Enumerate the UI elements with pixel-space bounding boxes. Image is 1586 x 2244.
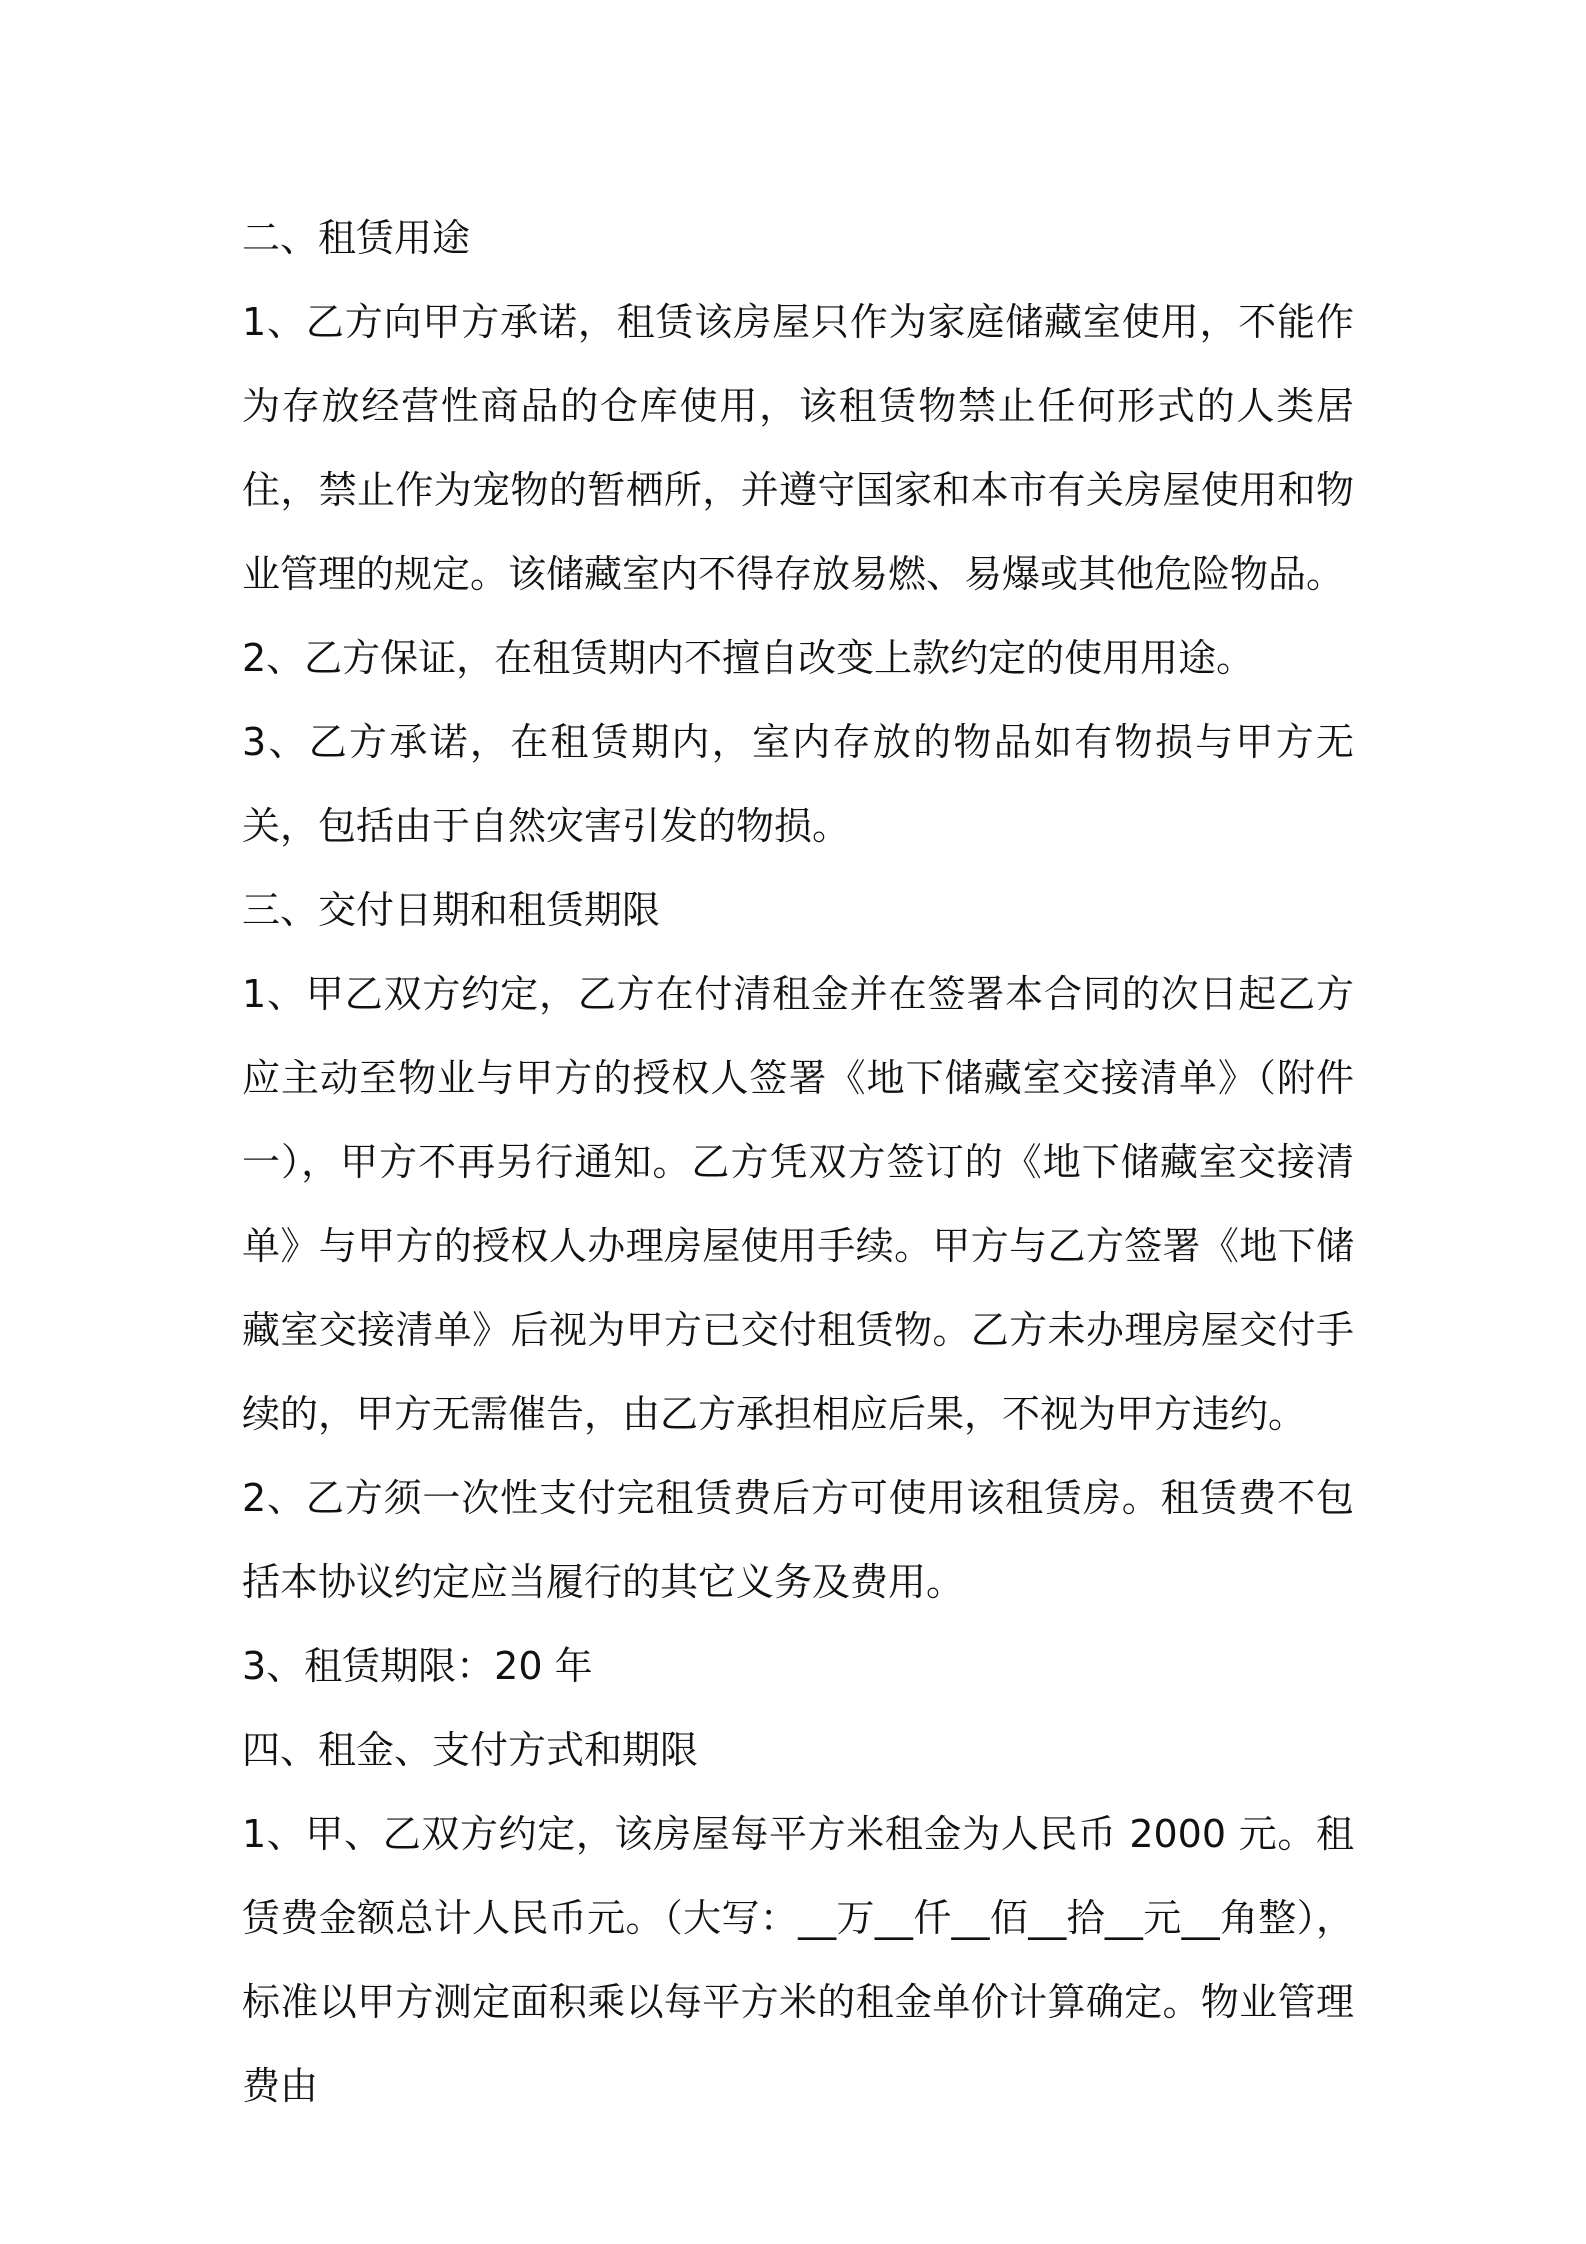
- section-heading-delivery: 三、交付日期和租赁期限: [242, 888, 661, 932]
- clause-rent-1: 1、甲、乙双方约定，该房屋每平方米租金为人民币 2000 元。租赁费金额总计人民币元。（大写：__万__仟__佰__拾__元__角整），标准以甲方测定面积乘以每平方米的租金单价计算确定。物业管理费由: [242, 1812, 1354, 2108]
- clause-usage-1: 1、乙方向甲方承诺，租赁该房屋只作为家庭储藏室使用，不能作为存放经营性商品的仓库使用，该租赁物禁止任何形式的人类居住，禁止作为宠物的暂栖所，并遵守国家和本市有关房屋使用和物业管理的规定。该储藏室内不得存放易燃、易爆或其他危险物品。: [242, 300, 1354, 596]
- clause-delivery-2: 2、乙方须一次性支付完租赁费后方可使用该租赁房。租赁费不包括本协议约定应当履行的其它义务及费用。: [242, 1476, 1354, 1604]
- clause-usage-2: 2、乙方保证，在租赁期内不擅自改变上款约定的使用用途。: [242, 636, 1255, 680]
- clause-delivery-1: 1、甲乙双方约定，乙方在付清租金并在签署本合同的次日起乙方应主动至物业与甲方的授权人签署《地下储藏室交接清单》（附件一），甲方不再另行通知。乙方凭双方签订的《地下储藏室交接清单》与甲方的授权人办理房屋使用手续。甲方与乙方签署《地下储藏室交接清单》后视为甲方已交付租赁物。乙方未办理房屋交付手续的，甲方无需催告，由乙方承担相应后果，不视为甲方违约。: [242, 972, 1354, 1436]
- clause-usage-3: 3、乙方承诺，在租赁期内，室内存放的物品如有物损与甲方无关，包括由于自然灾害引发的物损。: [242, 720, 1354, 848]
- section-heading-usage: 二、租赁用途: [242, 216, 471, 260]
- section-heading-rent: 四、租金、支付方式和期限: [242, 1728, 699, 1772]
- clause-delivery-3: 3、租赁期限：20 年: [242, 1644, 593, 1688]
- document-body: [242, 196, 1354, 2128]
